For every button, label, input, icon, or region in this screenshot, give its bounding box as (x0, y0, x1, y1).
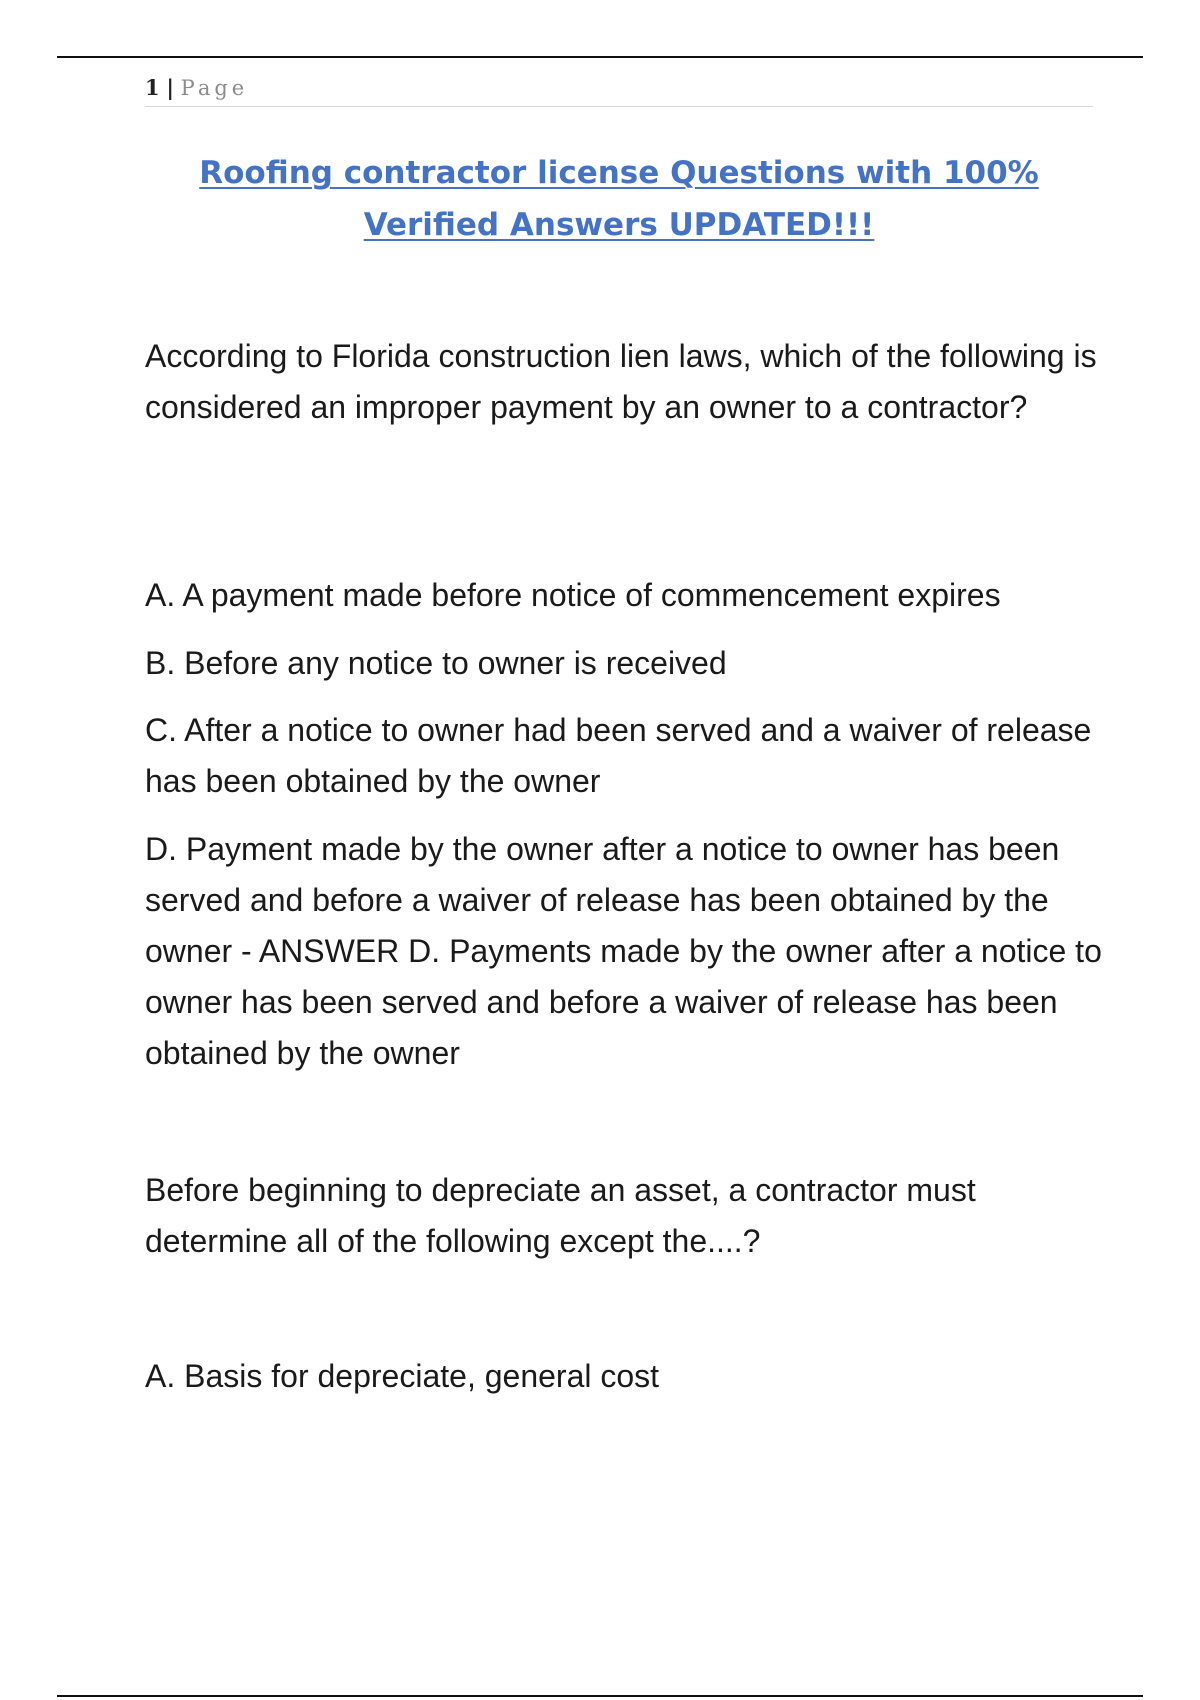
question-2-option-a: A. Basis for depreciate, general cost (145, 1358, 660, 1394)
question-1-option-b: B. Before any notice to owner is received (145, 645, 727, 681)
title-line-1: Roofing contractor license Questions with 100% (199, 155, 1039, 191)
question-1-option-d-answer: D. Payment made by the owner after a notice to owner has been served and before a waiver of release has been obtained by the owner - ANSWER D. Payments made by the owner after a notice to owner has been served and before a waiver of release has been obtained by the owner (145, 831, 1102, 1071)
page-header (145, 76, 1093, 107)
title-line-2: Verified Answers UPDATED!!! (363, 207, 875, 243)
page-separator: | (166, 75, 174, 100)
page-number: 1 (145, 75, 160, 100)
question-1-option-c: C. After a notice to owner had been served and a waiver of release has been obtained by the owner (145, 712, 1092, 799)
page-label: Page (180, 76, 249, 100)
question-2-text: Before beginning to depreciate an asset, a contractor must determine all of the following except the....? (145, 1172, 976, 1259)
top-rule (57, 56, 1143, 58)
question-1-option-a: A. A payment made before notice of commencement expires (145, 577, 1001, 613)
question-1-text: According to Florida construction lien laws, which of the following is considered an improper payment by an owner to a contractor? (145, 338, 1097, 425)
document-title (145, 147, 1093, 251)
bottom-rule (57, 1695, 1143, 1697)
